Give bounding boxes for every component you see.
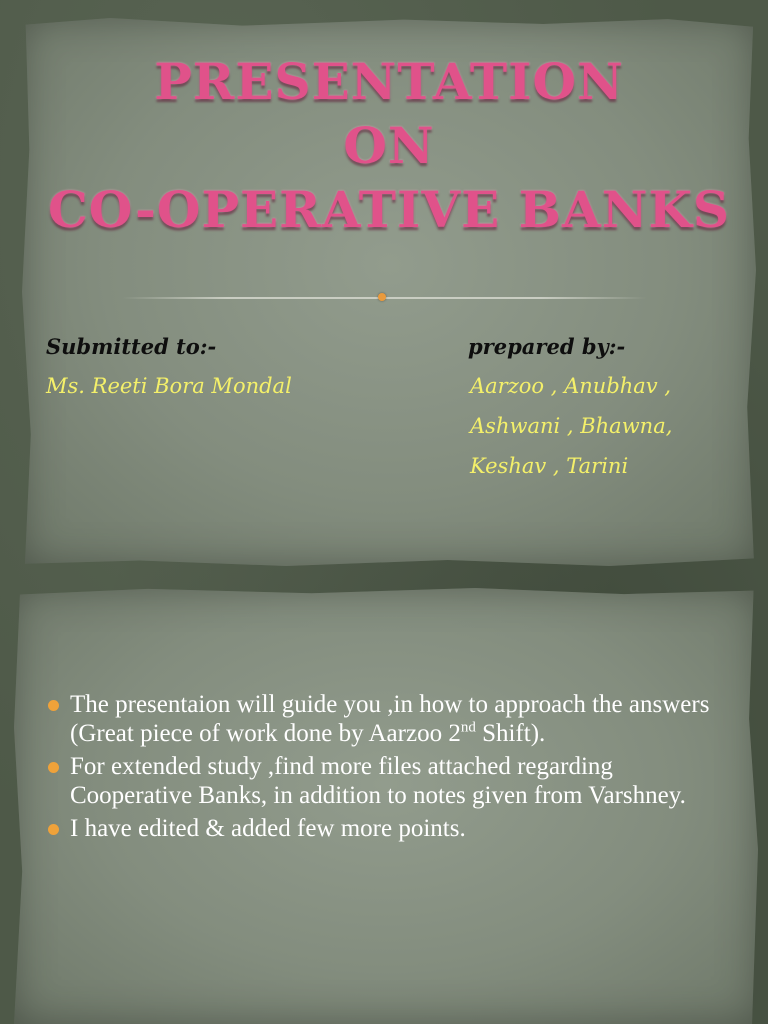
- prepared-by-line: Ashwani , Bhawna,: [470, 414, 673, 438]
- orange-dot-icon: [48, 700, 59, 711]
- bullet-text: I have edited & added few more points.: [70, 815, 466, 842]
- prepared-by-names: [470, 366, 672, 486]
- bullet-item: [48, 814, 738, 843]
- submitted-to-name: Ms. Reeti Bora Mondal: [46, 374, 292, 398]
- presentation-title: [22, 50, 756, 242]
- bullet-superscript: nd: [460, 719, 476, 736]
- bullet-text: Shift).: [475, 720, 546, 747]
- submitted-to-label: Submitted to:-: [46, 334, 217, 359]
- prepared-by-line: Keshav , Tarini: [470, 454, 629, 478]
- divider-dot-icon: [378, 293, 386, 301]
- bullet-text: The presentaion will guide you ,in how to approach the answers (Great piece of work done by Aarzoo 2: [70, 691, 710, 747]
- prepared-by-label: prepared by:-: [468, 334, 626, 359]
- title-line: CO-OPERATIVE BANKS: [47, 180, 731, 239]
- orange-dot-icon: [48, 824, 59, 835]
- orange-dot-icon: [48, 762, 59, 773]
- bullet-list: [48, 690, 738, 847]
- bullet-item: [48, 752, 738, 810]
- bullet-text: For extended study ,find more files attached regarding Cooperative Banks, in addition to notes given from Varshney.: [70, 753, 686, 809]
- bullet-item: [48, 690, 738, 748]
- title-line: PRESENTATION: [154, 52, 624, 111]
- prepared-by-line: Aarzoo , Anubhav ,: [470, 374, 672, 398]
- title-line: ON: [343, 116, 435, 175]
